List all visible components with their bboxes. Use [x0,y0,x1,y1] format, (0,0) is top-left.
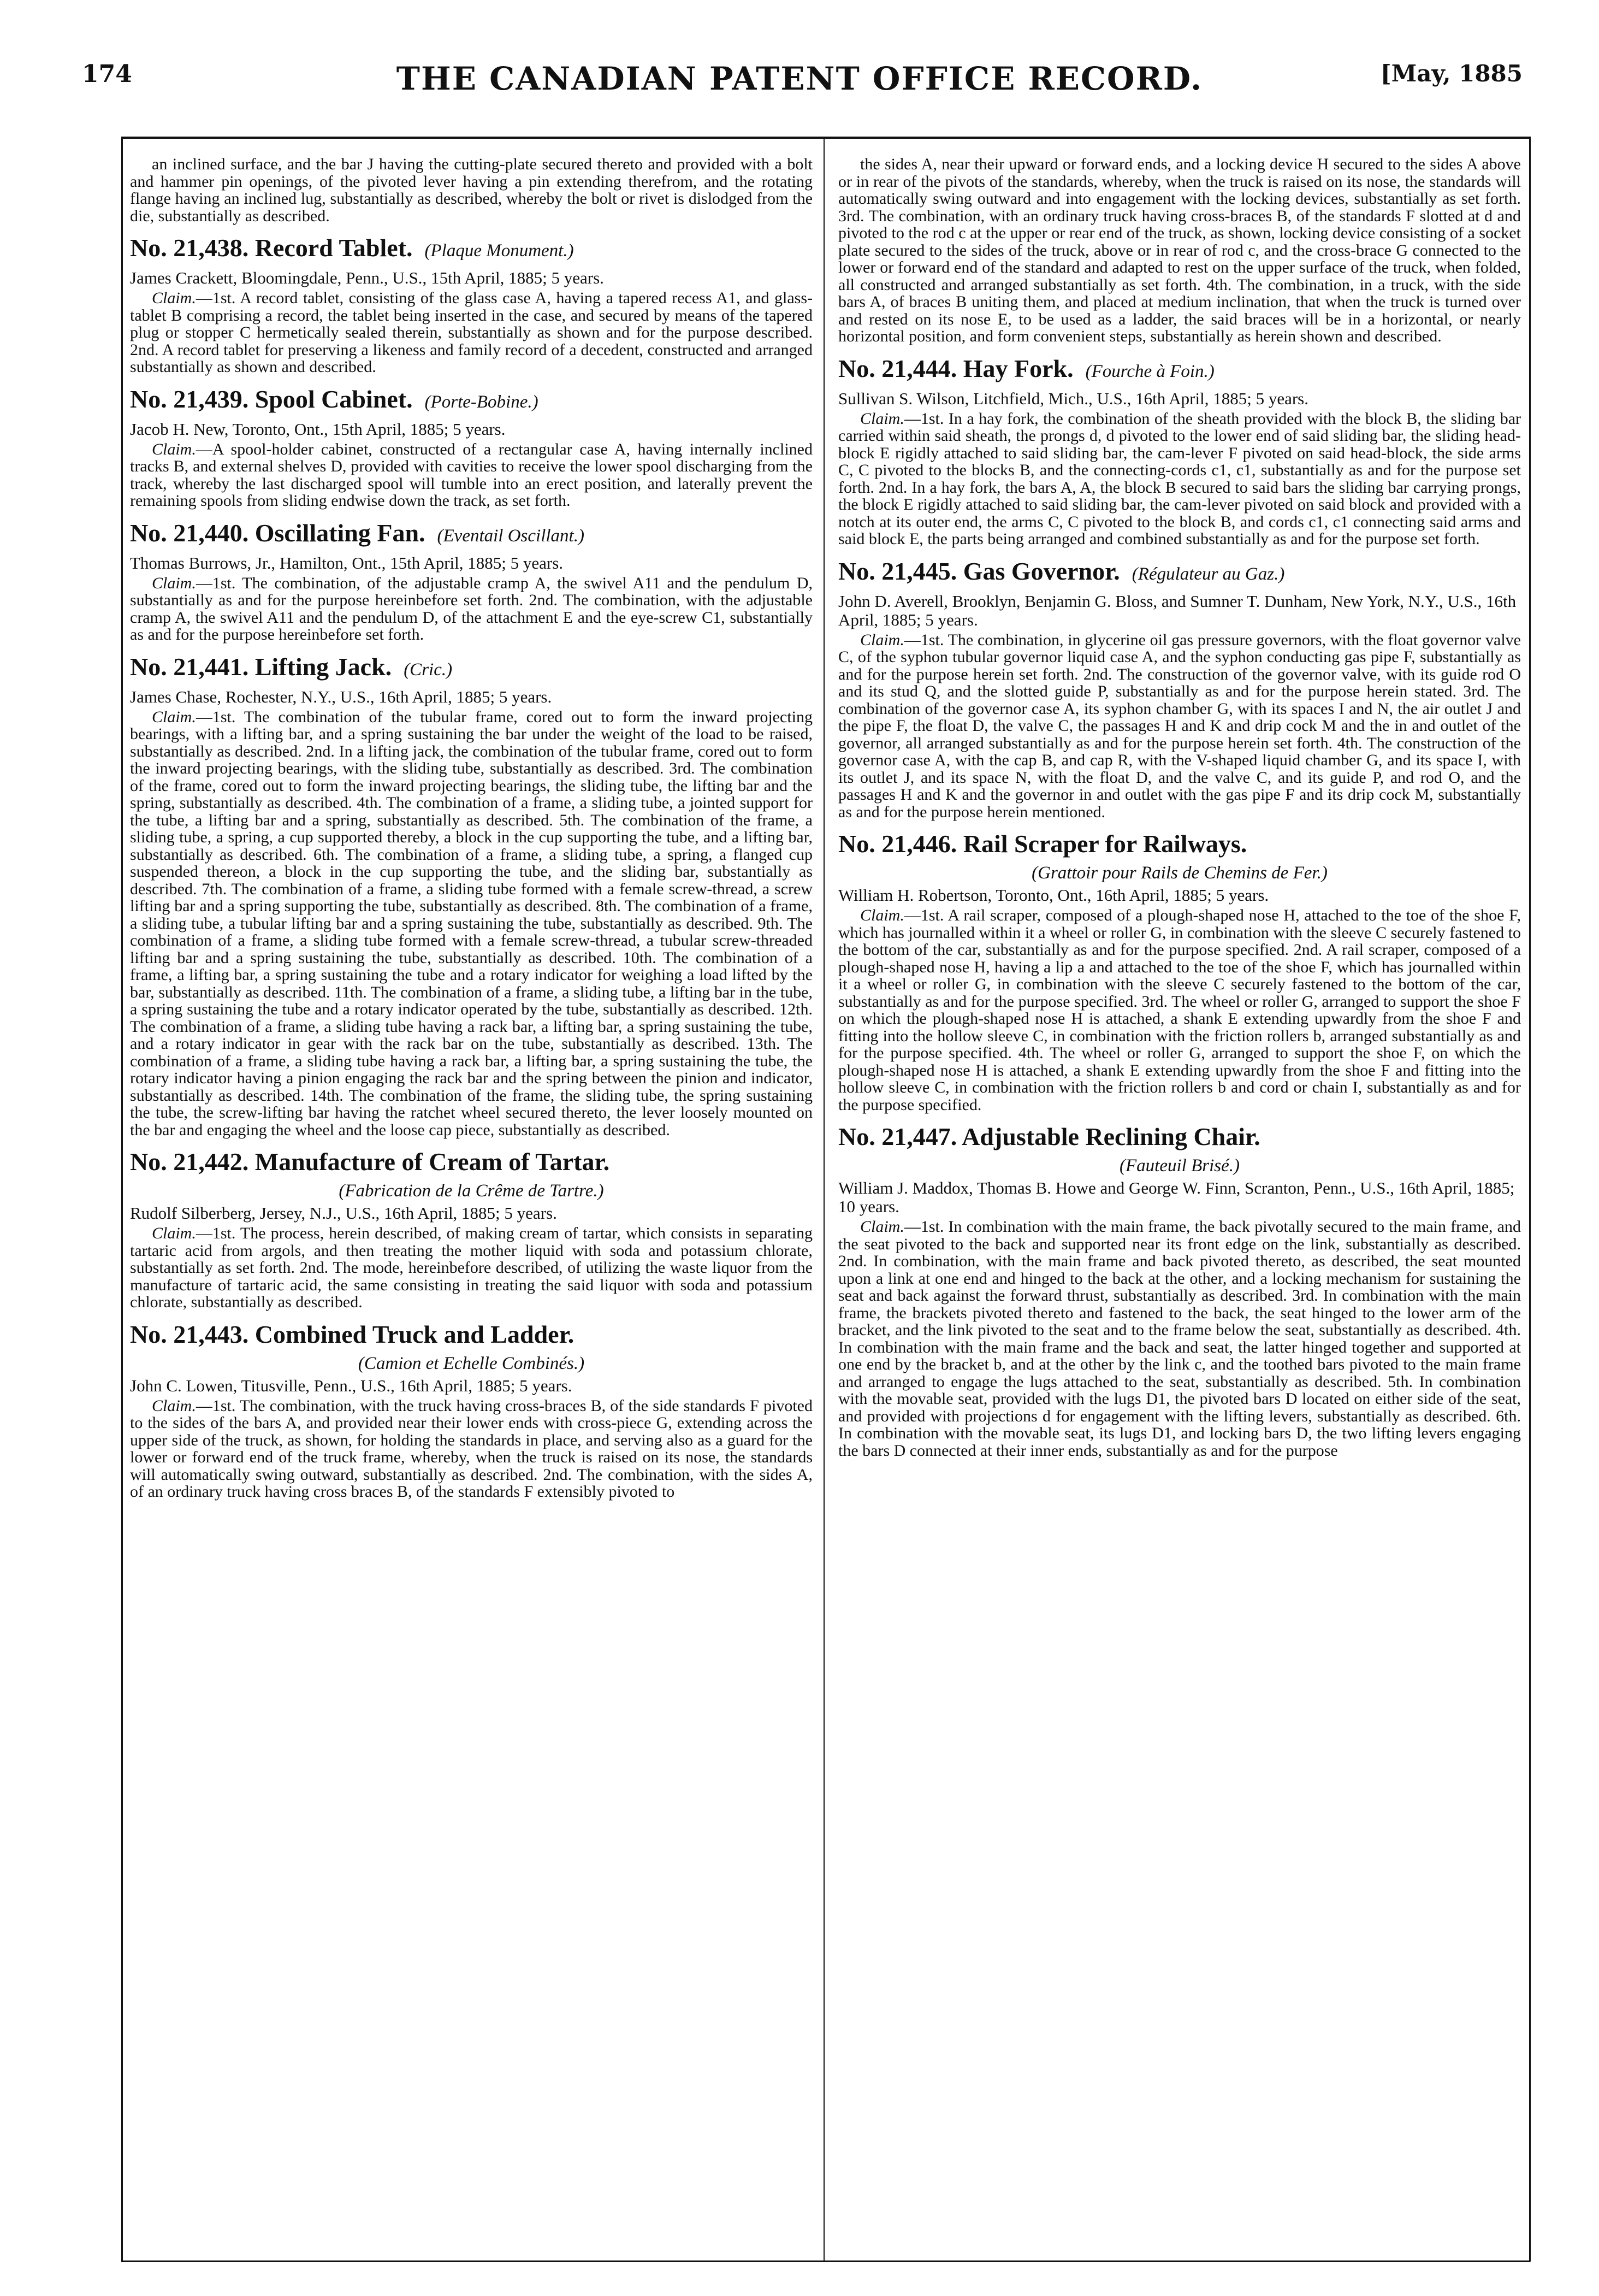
french-title: (Porte-Bobine.) [424,392,538,412]
patent-entry-21442 [130,1147,813,1311]
patent-entry-21446 [838,829,1521,1113]
patentee: John D. Averell, Brooklyn, Benjamin G. Bloss, and Sumner T. Dunham, New York, N.Y., U.S., 16th April, 1885; 5 years. [838,591,1517,629]
patentee: William J. Maddox, Thomas B. Howe and George W. Finn, Scranton, Penn., U.S., 16th April, 1885; 10 years. [838,1178,1515,1216]
patent-entry-21438 [130,233,813,376]
claim-label: Claim. [860,630,904,649]
claims-text: Claim.—1st. A record tablet, consisting of the glass case A, having a tapered recess A1, and glass-tablet B comprising a record, the tablet being inserted in the case, and secured by means of the tapered plug or stopper C hermetically sealed therein, substantially as shown and for the purpose described. 2nd. A record tablet for preserving a likeness and family record of a decedent, constructed and arranged substantially as shown and described. [130,289,813,376]
patent-entry-21447 [838,1122,1521,1459]
patentee: William H. Robertson, Toronto, Ont., 16th April, 1885; 5 years. [838,886,1269,905]
patent-entry-21441 [130,652,813,1139]
french-title: (Grattoir pour Rails de Chemins de Fer.) [1032,863,1328,883]
patent-title: No. 21,441. Lifting Jack. (Cric.) [130,652,453,681]
patentee: Sullivan S. Wilson, Litchfield, Mich., U.S., 16th April, 1885; 5 years. [838,388,1308,408]
continued-text: an inclined surface, and the bar J having the cutting-plate secured thereto and provided with a bolt and hammer pin openings, of the pivoted lever having a pin extending therefrom, and the rotating flange having an inclined lug, substantially as described, whereby the bolt or rivet is dislodged from the die, substantially as described. [130,156,813,225]
right-column [838,156,1521,2259]
patent-title: No. 21,446. Rail Scraper for Railways. [838,830,1247,858]
french-title: (Fourche à Foin.) [1085,361,1215,381]
journal-title: THE CANADIAN PATENT OFFICE RECORD. [396,60,1203,97]
column-divider [824,137,825,2262]
patent-entry-21439 [130,385,813,510]
claims-text: Claim.—1st. In a hay fork, the combination of the sheath provided with the block B, the sliding bar carried within said sheath, the prongs d, d pivoted to the lower end of said sliding bar, the sliding head-block E rigidly attached to said sliding bar, the cam-lever F pivoted on said head-block, the side arms C, C pivoted to the blocks B, and the connecting-cords c1, c1, substantially as and for the purpose set forth. 2nd. In a hay fork, the bars A, A, the block B secured to said bars the sliding bar carrying prongs, the block E rigidly attached to said sliding bar, the cam-lever pivoted on said block and provided with a notch at its outer end, the arms C, C pivoted to the block B, and cords c1, c1 connecting said arms and said block E, the parts being arranged and combined substantially as and for the purpose set forth. [838,409,1521,548]
patent-title: No. 21,440. Oscillating Fan. (Eventail Oscillant.) [130,518,584,547]
french-title: (Régulateur au Gaz.) [1132,564,1285,584]
footer-rule [121,2260,1530,2262]
patent-title: No. 21,443. Combined Truck and Ladder. [130,1320,575,1348]
patent-title: No. 21,438. Record Tablet. (Plaque Monument.) [130,234,574,262]
page-number: 174 [82,60,132,88]
claims-text: Claim.—1st. The combination, with the truck having cross-braces B, of the side standards F pivoted to the sides of the bars A, and provided near their lower ends with cross-piece G, extending across the upper side of the truck, as shown, for holding the standards in place, and serving also as a guard for the lower or forward end of the truck frame, whereby, when the truck is raised on its nose, the standards will automatically swing outward, substantially as described. 2nd. The combination, with the sides A, of an ordinary truck having cross braces B, of the standards F extensibly pivoted to [130,1396,813,1501]
patent-entry-21445 [838,557,1521,821]
claims-text: Claim.—A spool-holder cabinet, constructed of a rectangular case A, having internally inclined tracks B, and external shelves D, provided with cavities to receive the lower spool discharging from the track, whereby the last discharged spool will tumble into an erect position, and laterally prevent the remaining spools from sliding endwise down the track, as set forth. [130,440,813,510]
patent-entry-21440 [130,518,813,644]
patent-title: No. 21,442. Manufacture of Cream of Tartar. [130,1148,610,1176]
patent-title: No. 21,444. Hay Fork. (Fourche à Foin.) [838,354,1215,382]
claim-label: Claim. [152,289,196,307]
left-border-rule [121,137,123,2262]
claim-label: Claim. [860,409,904,428]
patentee: Thomas Burrows, Jr., Hamilton, Ont., 15th April, 1885; 5 years. [130,553,564,572]
french-title: (Fabrication de la Crême de Tartre.) [339,1181,604,1201]
claims-text: Claim.—1st. The process, herein described, of making cream of tartar, which consists in separating tartaric acid from argols, and then treating the mother liquid with soda and potassium chlorate, substantially as set forth. 2nd. The mode, hereinbefore described, of utilizing the waste liquor from the manufacture of tartaric acid, the same consisting in treating the said liquor with soda and potassium chlorate, substantially as described. [130,1224,813,1311]
right-border-rule [1529,137,1531,2262]
claim-label: Claim. [152,574,196,592]
patentee: James Chase, Rochester, N.Y., U.S., 16th April, 1885; 5 years. [130,687,552,706]
claim-label: Claim. [152,440,196,458]
french-title: (Camion et Echelle Combinés.) [358,1353,585,1373]
issue-date: [May, 1885 [1380,60,1523,87]
patent-entry-21443 [130,1320,813,1501]
left-column [130,156,813,2259]
patent-entry-21444 [838,354,1521,548]
patent-title: No. 21,447. Adjustable Reclining Chair. [838,1123,1260,1150]
claim-label: Claim. [860,1218,904,1236]
patentee: James Crackett, Bloomingdale, Penn., U.S., 15th April, 1885; 5 years. [130,268,604,287]
claim-label: Claim. [152,1224,196,1242]
claims-text: Claim.—1st. The combination of the tubular frame, cored out to form the inward projecting bearings, with a lifting bar, and a spring sustaining the bar under the weight of the load to be raised, substantially as described. 2nd. In a lifting jack, the combination of the tubular frame, cored out to form the inward projecting bearings, with the sliding tube, substantially as described. 3rd. The combination of the frame, cored out to form the inward projecting bearings, the sliding tube, the lifting bar and the spring, substantially as described. 4th. The combination of a frame, a sliding tube, a jointed support for the tube, a lifting bar and a spring, substantially as described. 5th. The combination of the frame, a sliding tube, a spring, a cup supported thereby, a block in the cup supporting the tube, and a lifting bar, substantially as described. 6th. The combination of a frame, a sliding tube, a spring, a flanged cup suspended thereon, a block in the cup supporting the tube, and the sliding bar, substantially as described. 7th. The combination of a frame, a sliding tube formed with a female screw-thread, a screw lifting bar and a spring supporting the tube, substantially as described. 8th. The combination of a frame, a sliding tube, a tubular lifting bar and a spring sustaining the tube, substantially as described. 9th. The combination of a frame, a sliding tube formed with a female screw-thread, a tubular screw-threaded lifting bar and a spring sustaining the tube, substantially as described. 10th. The combination of a frame, a lifting bar, a spring sustaining the tube and a rotary indicator for weighing a load lifted by the bar, substantially as described. 11th. The combination of a frame, a sliding tube, a lifting bar in the tube, a spring sustaining the tube and a rotary indicator operated by the tube, substantially as described. 12th. The combination of a frame, a sliding tube having a rack bar, a lifting bar, a spring sustaining the tube, and a rotary indicator in gear with the rack bar on the tube, substantially as described. 13th. The combination of a frame, a sliding tube having a rack bar, a lifting bar, a spring sustaining the tube, the rotary indicator having a pinion engaging the rack bar and the spring between the pinion and indicator, substantially as described. 14th. The combination of the frame, the sliding tube, the spring sustaining the tube, the screw-lifting bar having the ratchet wheel secured thereto, the lever loosely mounted on the bar and engaging the wheel and the loose cap piece, substantially as described. [130,707,813,1139]
claim-label: Claim. [152,707,196,726]
patentee: John C. Lowen, Titusville, Penn., U.S., 16th April, 1885; 5 years. [130,1376,572,1395]
patent-title: No. 21,439. Spool Cabinet. (Porte-Bobine.) [130,385,538,413]
french-title: (Eventail Oscillant.) [437,526,584,546]
patentee: Jacob H. New, Toronto, Ont., 15th April, 1885; 5 years. [130,419,506,439]
claims-text: Claim.—1st. A rail scraper, composed of a plough-shaped nose H, attached to the toe of the shoe F, which has journalled within it a wheel or roller G, in combination with the sleeve C securely fastened to the bottom of the car, substantially as and for the purpose specified. 2nd. A rail scraper, composed of a plough-shaped nose H, having a lip a and attached to the toe of the shoe F, which has journalled within it a wheel or roller G, in combination with the sleeve C securely fastened to the bottom of the car, substantially as and for the purpose specified. 3rd. The wheel or roller G, arranged to support the shoe F on which the plough-shaped nose H is attached, a shank E extending upwardly from the shoe F and fitting into the hollow sleeve C, in combination with the friction rollers b, arranged substantially as and for the purpose specified. 4th. The wheel or roller G, arranged to support the shoe F, on which the plough-shaped nose H is attached, a shank E extending upwardly from the shoe F and fitting into the hollow sleeve C, in combination with the friction rollers b and cord or chain I, substantially as and for the purpose specified. [838,906,1521,1114]
french-title: (Cric.) [404,659,453,680]
claim-label: Claim. [860,906,904,924]
french-title: (Plaque Monument.) [424,241,574,261]
claims-text: Claim.—1st. The combination, of the adjustable cramp A, the swivel A11 and the pendulum D, substantially as and for the purpose hereinbefore set forth. 2nd. The combination, with the adjustable cramp A, the swivel A11 and the pendulum D, of the attachment E and the eye-screw C1, substantially as and for the purpose hereinbefore set forth. [130,574,813,644]
header-rule [121,137,1530,139]
claim-label: Claim. [152,1396,196,1415]
patentee: Rudolf Silberberg, Jersey, N.J., U.S., 16th April, 1885; 5 years. [130,1203,557,1223]
claims-text: Claim.—1st. In combination with the main frame, the back pivotally secured to the main frame, and the seat pivoted to the back and supported near its front edge on the link, substantially as described. 2nd. In combination, with the main frame and back pivoted thereto, as described, the seat mounted upon a link at one end and hinged to the back at the other, and a locking mechanism for sustaining the seat and back against the forward thrust, substantially as described. 3rd. In combination with the main frame, the brackets pivoted thereto and fastened to the back, the seat hinged to the lower arm of the bracket, and the link pivoted to the seat and to the frame below the seat, substantially as described. 4th. In combination with the main frame and the back and seat, the latter hinged together and supported at one end by the bracket b, and at the other by the link c, and the toothed bars pivoted to the main frame and arranged to engage the lugs attached to the seat, substantially as described. 5th. In combination with the movable seat, provided with the lugs D1, the pivoted bars D located on either side of the seat, and provided with projections d for engagement with the lifting levers, substantially as described. 6th. In combination with the movable seat, its lugs D1, and locking bars D, the two lifting levers engaging the bars D connected at their inner ends, substantially as and for the purpose [838,1218,1521,1460]
continued-text: the sides A, near their upward or forward ends, and a locking device H secured to the sides A above or in rear of the pivots of the standards, whereby, when the truck is raised on its nose, the standards will automatically swing outward and into engagement with the locking devices, substantially as set forth. 3rd. The combination, with an ordinary truck having cross-braces B, of the standards F slotted at d and pivoted to the rod c at the upper or rear end of the truck, as shown, locking device consisting of a socket plate secured to the sides of the truck, above or in rear of rod c, and the cross-brace G connected to the lower or forward end of the standard and adapted to rest on the upper surface of the truck, when folded, all constructed and arranged substantially as set forth. 4th. The combination, in a truck, with the side bars A, of braces B uniting them, and placed at medium inclination, that when the truck is turned over and rested on its nose E, to be used as a ladder, the said braces will be in a horizontal, or nearly horizontal position, and form convenient steps, substantially as herein shown and described. [838,156,1521,345]
claims-text: Claim.—1st. The combination, in glycerine oil gas pressure governors, with the float governor valve C, of the syphon tubular governor liquid case A, and the syphon conducting gas pipe F, substantially as and for the purpose herein set forth. 2nd. The construction of the governor valve, with its guide rod O and its stud Q, and the slotted guide P, substantially as and for the purpose herein stated. 3rd. The combination of the governor case A, its syphon chamber G, with its spaces I and N, the air outlet J and the pipe F, the float D, the valve C, the passages H and K and drip cock M and the in and outlet of the governor, all arranged substantially as and for the purpose herein set forth. 4th. The construction of the governor case A, with the cap B, and cap R, with the V-shaped liquid chamber G, and its space I, with its outlet J, and its space N, with the float D, and the valve C, and its guide P, and rod O, and the passages H and K and the governor in and outlet with the gas pipe F and its drip cock M, substantially as and for the purpose herein mentioned. [838,630,1521,821]
french-title: (Fauteuil Brisé.) [1120,1156,1240,1176]
patent-title: No. 21,445. Gas Governor. (Régulateur au Gaz.) [838,557,1285,585]
